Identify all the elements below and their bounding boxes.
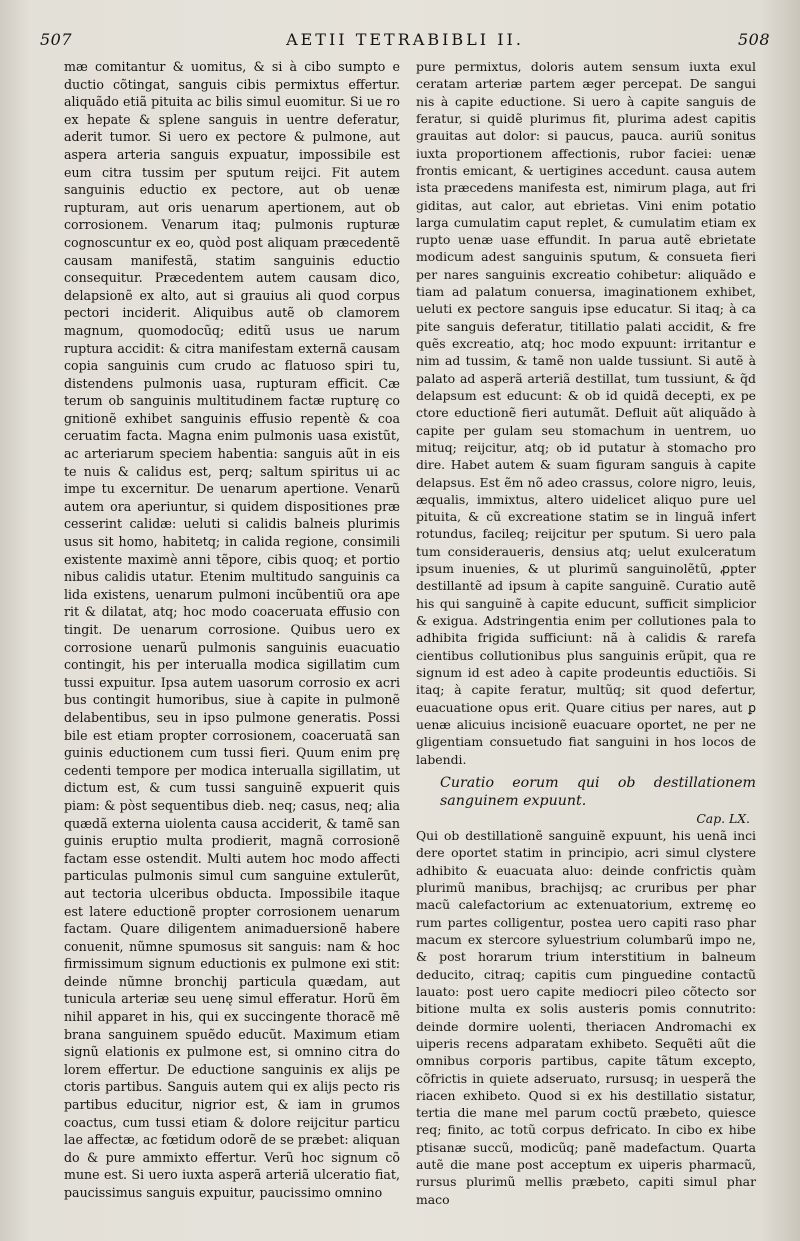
page-number-right: 508 bbox=[737, 30, 770, 49]
right-column-text-1: pure permixtus, doloris autem sensum iuxta exul ceratam arteriæ partem æger percepat. De sangui nis à capite eductione. Si uero à capite sanguis de feratur, si quidẽ plurimus fit, plurima adest capitis grauitas aut dolor: si paucus, pauca. auriũ sonitus iuxta proportionem affectionis, rubor faciei: uenæ frontis emicant, & uertigines accedunt. causa autem ista præcedens manifesta est, nimirum plaga, aut fri giditas, aut calor, aut ebrietas. Vini enim potatio larga cumulatim caput replet, & cumulatim etiam ex rupto uenæ uase effundit. In parua autẽ ebrietate modicum adest sanguinis sputum, & consueta fieri per nares sanguinis excreatio cohibetur: aliquãdo e tiam ad palatum conuersa, imaginationem exhibet, ueluti ex pectore sanguis ipse educatur. Si itaq; à ca pite sanguis deferatur, titillatio palati accidit, & fre quẽs excreatio, atq; hoc modo expuunt: irritantur e nim ad tussim, & tamẽ non ualde tussiunt. Si autẽ à palato ad asperã arteriã destillat, tum tussiunt, & q̃d delapsum est educunt: & ob id quidã decepti, ex pe ctore eductionẽ fieri autumãt. Defluit aũt aliquãdo à capite per gulam seu stomachum in uentrem, uo mituq; reijcitur, atq; ob id putatur à stomacho pro dire. Habet autem & suam figuram sanguis à capite delapsus. Est ẽm nõ adeo crassus, colore nigro, leuis, æqualis, immixtus, altero uidelicet aliquo pure uel pituita, & cũ excreatione statim se in linguã infert rotundus, facileq; reijcitur per sputum. Si uero pala tum consideraueris, densius atq; uelut exulceratum ipsum inuenies, & ut plurimũ sanguinolẽtũ, ꝓpter destillantẽ ad ipsum à capite sanguinẽ. Curatio autẽ his qui sanguinẽ à capite educunt, sufficit simplicior & exigua. Adstringentia enim per collutiones pala to adhibita frigida sufficiunt: nã à calidis & rarefa cientibus collutionibus plus sanguinis erũpit, qua re signum id est adeo à capite prodeuntis eductiõis. Si itaq; à capite feratur, multũq; sit quod defertur, euacuatione opus erit. Quare citius per nares, aut ꝑ uenæ alicuius incisionẽ euacuare oportet, ne per ne gligentiam consuetudo fiat sanguini in hos locos de labendi. bbox=[416, 59, 756, 767]
right-column bbox=[404, 58, 756, 1208]
chapter-number: Cap. LX. bbox=[696, 810, 750, 826]
running-title: AETII TETRABIBLI II. bbox=[286, 30, 524, 49]
page-header bbox=[40, 30, 770, 56]
left-column-text: mæ comitantur & uomitus, & si à cibo sumpto e ductio cõtingat, sanguis cibis permixtus effertur. aliquãdo etiã pituita ac bilis simul euomitur. Si ue ro ex hepate & splene sanguis in uentre deferatur, aderit tumor. Si uero ex pectore & pulmone, aut aspera arteria sanguis expuatur, impossibile est eum citra tussim per sputum reijci. Fit autem sanguinis eductio ex pectore, aut ob uenæ rupturam, aut oris uenarum apertionem, aut ob corrosionem. Venarum itaq; pulmonis rupturæ cognoscuntur ex eo, quòd post aliquam præcedentẽ causam manifestã, statim sanguinis eductio consequitur. Præcedentem autem causam dico, delapsionẽ ex alto, aut si grauius ali quod corpus pectori inciderit. Aliquibus autẽ ob clamorem magnum, quomodocũq; editũ usus ue narum ruptura accidit: & citra manifestam externã causam copia sanguinis cum crudo ac flatuoso spiri tu, distendens pulmonis uasa, rupturam efficit. Cæ terum ob sanguinis multitudinem factæ rupturę co gnitionẽ exhibet sanguinis effusio repentè & coa ceruatim facta. Magna enim pulmonis uasa existũt, ac arteriarum speciem habentia: sanguis aũt in eis te nuis & calidus est, perq; saltum spiritus ui ac impe tu excernitur. De uenarum apertione. Venarũ autem ora aperiuntur, si quidem dispositiones præ cesserint calidæ: ueluti si calidis balneis plurimis usus sit homo, habitetq; in calida regione, consimili existente maximè anni tẽpore, cibis quoq; et portio nibus calidis utatur. Etenim multitudo sanguinis ca lida existens, uenarum pulmoni incũbentiũ ora ape rit & dilatat, atq; hoc modo coaceruata effusio con tingit. De uenarum corrosione. Quibus uero ex corrosione uenarũ pulmonis sanguinis euacuatio contingit, his per interualla modica sigillatim cum tussi expuitur. Ipsa autem uasorum corrosio ex acri bus contingit humoribus, siue à capite in pulmonẽ delabentibus, seu in ipso pulmone generatis. Possi bile est etiam propter corrosionem, coaceruatã san guinis eductionem cum tussi fieri. Quum enim prę cedenti tempore per modica interualla sigillatim, ut dictum est, & cum tussi sanguinẽ expuerit quis piam: & pòst sequentibus dieb. neq; casus, neq; alia quædã externa uiolenta causa acciderit, & tamẽ san guinis eruptio multa prodierit, magnã corrosionẽ factam esse ostendit. Multi autem hoc modo affecti particulas pulmonis simul cum sanguine extulerũt, aut tectoria ulceribus obducta. Impossibile itaque est latere eductionẽ propter corrosionem uenarum factam. Quare diligentem animaduersionẽ habere conuenit, nũmne spumosus sit sanguis: nam & hoc firmissimum signum eductionis ex pulmone exi stit: deinde nũmne bronchij particula quædam, aut tunicula arteriæ seu uenę simul efferatur. Horũ ẽm nihil apparet in his, qui ex succingente thoracẽ mẽ brana sanguinem spuẽdo educũt. Maximum etiam signũ elationis ex pulmone est, si omnino citra do lorem effertur. De eductione sanguinis ex alijs pe ctoris partibus. Sanguis autem qui ex alijs pecto ris partibus educitur, nigrior est, & iam in grumos coactus, cum tussi etiam & dolore reijcitur particu lae affectæ, ac fœtidum odorẽ de se præbet: aliquan do & pure ammixto effertur. Verũ hoc signum cõ mune est. Si uero iuxta asperã arteriã ulceratio fiat, paucissimus sanguis expuitur, paucissimo omnino bbox=[64, 59, 400, 1200]
chapter-heading: Curatio eorum qui ob destillationem sanguinem expuunt. bbox=[440, 774, 756, 809]
left-column bbox=[50, 58, 400, 1202]
right-column-text-2: Qui ob destillationẽ sanguinẽ expuunt, his uenã inci dere oportet statim in principio, acri simul clystere adhibito & euacuata aluo: deinde confrictis quàm plurimũ manibus, brachijsq; ac cruribus per phar macũ calefactorium ac extenuatorium, extremę eo rum partes colligentur, postea uero capiti raso phar macum ex stercore syluestrium columbarũ impo ne, & post horarum trium interstitium in balneum deducito, citraq; capitis cum pinguedine contactũ lauato: post uero capite mediocri pileo cõtecto sor bitione multa ex solis austeris pomis connutrito: deinde dormire uolenti, theriacen Andromachi ex uiperis recens adparatam exhibeto. Sequẽti aũt die omnibus corporis partibus, capite tãtum excepto, cõfrictis in quiete adseruato, rursusq; in uesperã the riacen exhibeto. Quod si ex his destillatio sistatur, tertia die mane mel parum coctũ præbeto, quiesce req; finito, ac totũ corpus defricato. In cibo ex hibe ptisanæ succũ, modicũq; panẽ madefactum. Quarta autẽ die mane post acceptum ex uiperis pharmacũ, rursus plurimũ mellis præbeto, capiti simul phar maco bbox=[416, 828, 756, 1207]
page-number-left: 507 bbox=[40, 30, 73, 49]
